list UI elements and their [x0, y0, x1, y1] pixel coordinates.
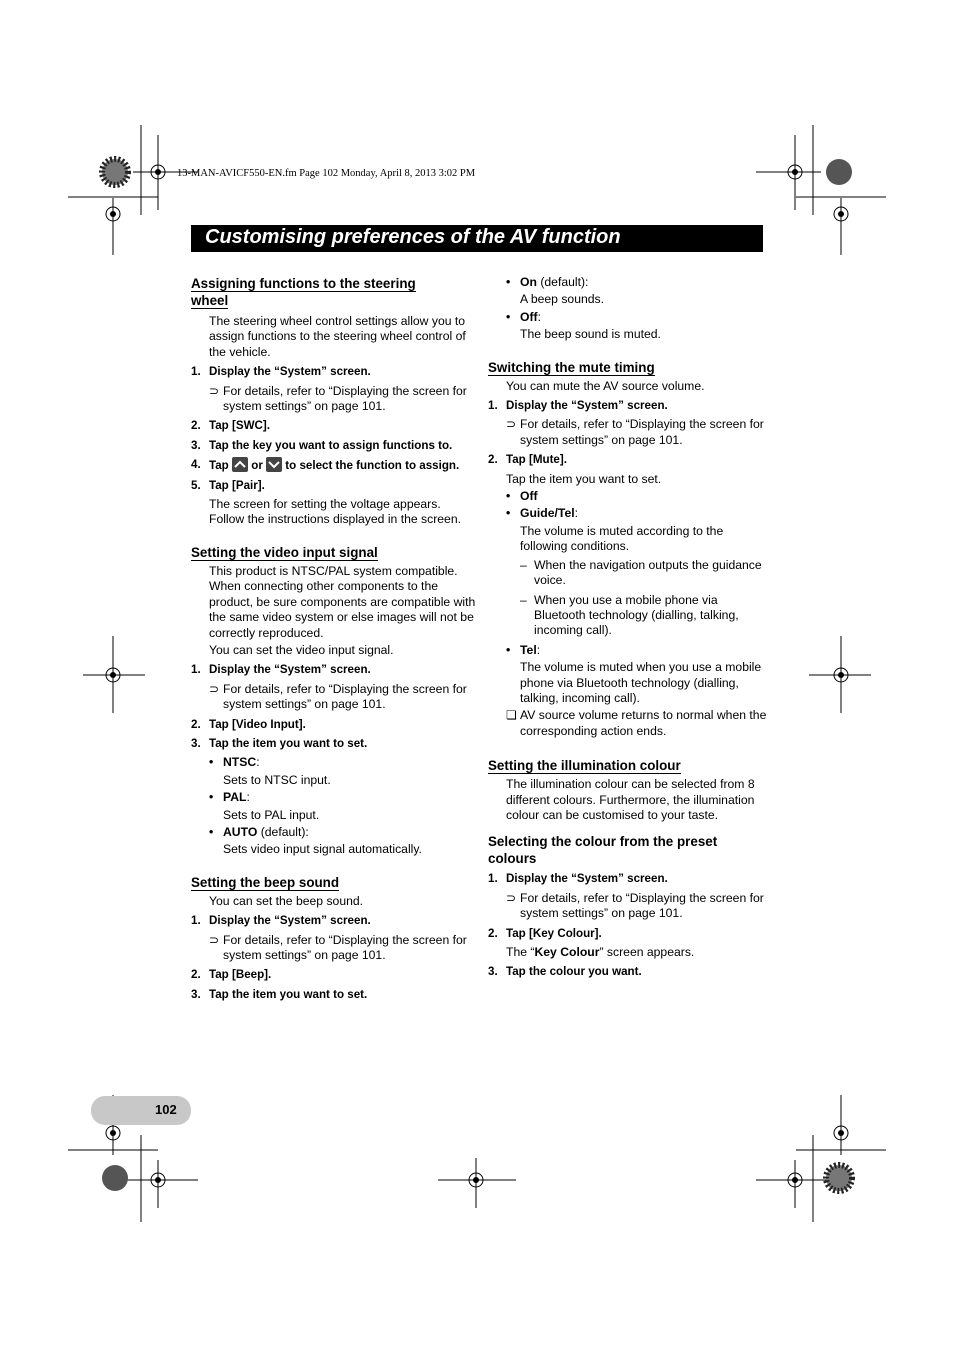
option-item: • On (default): A beep sounds.	[506, 275, 605, 307]
step: 3. Tap the item you want to set.	[191, 736, 368, 750]
chevron-up-icon	[232, 457, 248, 472]
step: 1. Display the “System” screen.	[191, 663, 371, 677]
sub-item: – When the navigation outputs the guidance voice.	[520, 557, 762, 588]
paragraph: The illumination colour can be selected from 8 different colours. Furthermore, the illumination colour can be customised to your taste.	[506, 777, 755, 822]
option-item: • Guide/Tel: The volume is muted according to the following conditions.	[506, 506, 724, 554]
page-title-bar	[191, 225, 763, 252]
option-item: • Off: The beep sound is muted.	[506, 309, 661, 342]
option-item: • AUTO (default): Sets video input signal automatically.	[209, 824, 422, 857]
step: 3. Tap the colour you want.	[488, 965, 642, 979]
paragraph: The steering wheel control settings allow you to assign functions to the steering wheel control of the vehicle.	[209, 314, 466, 359]
sub-item: – When you use a mobile phone via Bluetooth technology (dialling, talking, incoming call).	[520, 592, 739, 638]
step: 3. Tap the key you want to assign functions to.	[191, 438, 453, 452]
file-info-line: 13-MAN-AVICF550-EN.fm Page 102 Monday, April 8, 2013 3:02 PM	[177, 168, 476, 179]
paragraph: You can set the video input signal.	[209, 642, 394, 657]
step: 3. Tap the item you want to set.	[191, 987, 368, 1001]
option-item: • Tel: The volume is muted when you use a mobile phone via Bluetooth technology (dialling, talking, incoming call).	[506, 642, 762, 705]
section-heading-illumination: Setting the illumination colour	[488, 758, 681, 774]
paragraph: You can mute the AV source volume.	[506, 378, 705, 393]
step: 4. Tap or to select the function to assign.	[191, 458, 460, 473]
page-number: 102	[155, 1102, 177, 1117]
reference: ⊃ For details, refer to “Displaying the screen for system settings” on page 101.	[209, 681, 467, 712]
step: 2. Tap [Video Input].	[191, 717, 306, 731]
step: 5. Tap [Pair].	[191, 478, 265, 492]
paragraph: Tap the item you want to set.	[506, 471, 662, 486]
reference: ⊃ For details, refer to “Displaying the screen for system settings” on page 101.	[506, 890, 764, 921]
step: 2. Tap [Mute].	[488, 453, 567, 467]
right-column	[488, 275, 768, 984]
reference: ⊃ For details, refer to “Displaying the screen for system settings” on page 101.	[209, 383, 467, 414]
step: 2. Tap [Beep].	[191, 968, 272, 982]
step: 1. Display the “System” screen.	[191, 365, 371, 379]
paragraph: You can set the beep sound.	[209, 893, 364, 908]
step: 2. Tap [Key Colour].	[488, 926, 602, 940]
step: 1. Display the “System” screen.	[488, 399, 668, 413]
reference: ⊃ For details, refer to “Displaying the screen for system settings” on page 101.	[209, 932, 467, 962]
reference: ⊃ For details, refer to “Displaying the screen for system settings” on page 101.	[506, 417, 764, 447]
section-heading-preset: Selecting the colour from the preset colours	[488, 834, 718, 867]
note: ❏ AV source volume returns to normal when the corresponding action ends.	[506, 708, 767, 738]
section-heading-video: Setting the video input signal	[191, 544, 378, 560]
section-heading-mute: Switching the mute timing	[488, 359, 655, 375]
option-item: • Off	[506, 489, 538, 504]
paragraph: The “Key Colour” screen appears.	[506, 945, 695, 959]
left-column	[191, 275, 476, 1006]
option-item: • NTSC: Sets to NTSC input.	[209, 755, 331, 787]
step: 1. Display the “System” screen.	[191, 914, 371, 928]
page-title: Customising preferences of the AV function	[205, 226, 621, 248]
paragraph: This product is NTSC/PAL system compatible. When connecting other components to the product, be sure components are compatible with the same video system or else images will not be correctly reproduced.	[209, 563, 476, 640]
section-heading-beep: Setting the beep sound	[191, 874, 340, 890]
option-item: • PAL: Sets to PAL input.	[209, 790, 320, 822]
step: 1. Display the “System” screen.	[488, 872, 668, 886]
step: 2. Tap [SWC].	[191, 419, 270, 433]
paragraph: The screen for setting the voltage appears. Follow the instructions displayed in the screen.	[209, 497, 462, 527]
section-heading-steering: Assigning functions to the steering wheel	[191, 276, 416, 308]
chevron-down-icon	[266, 457, 282, 472]
